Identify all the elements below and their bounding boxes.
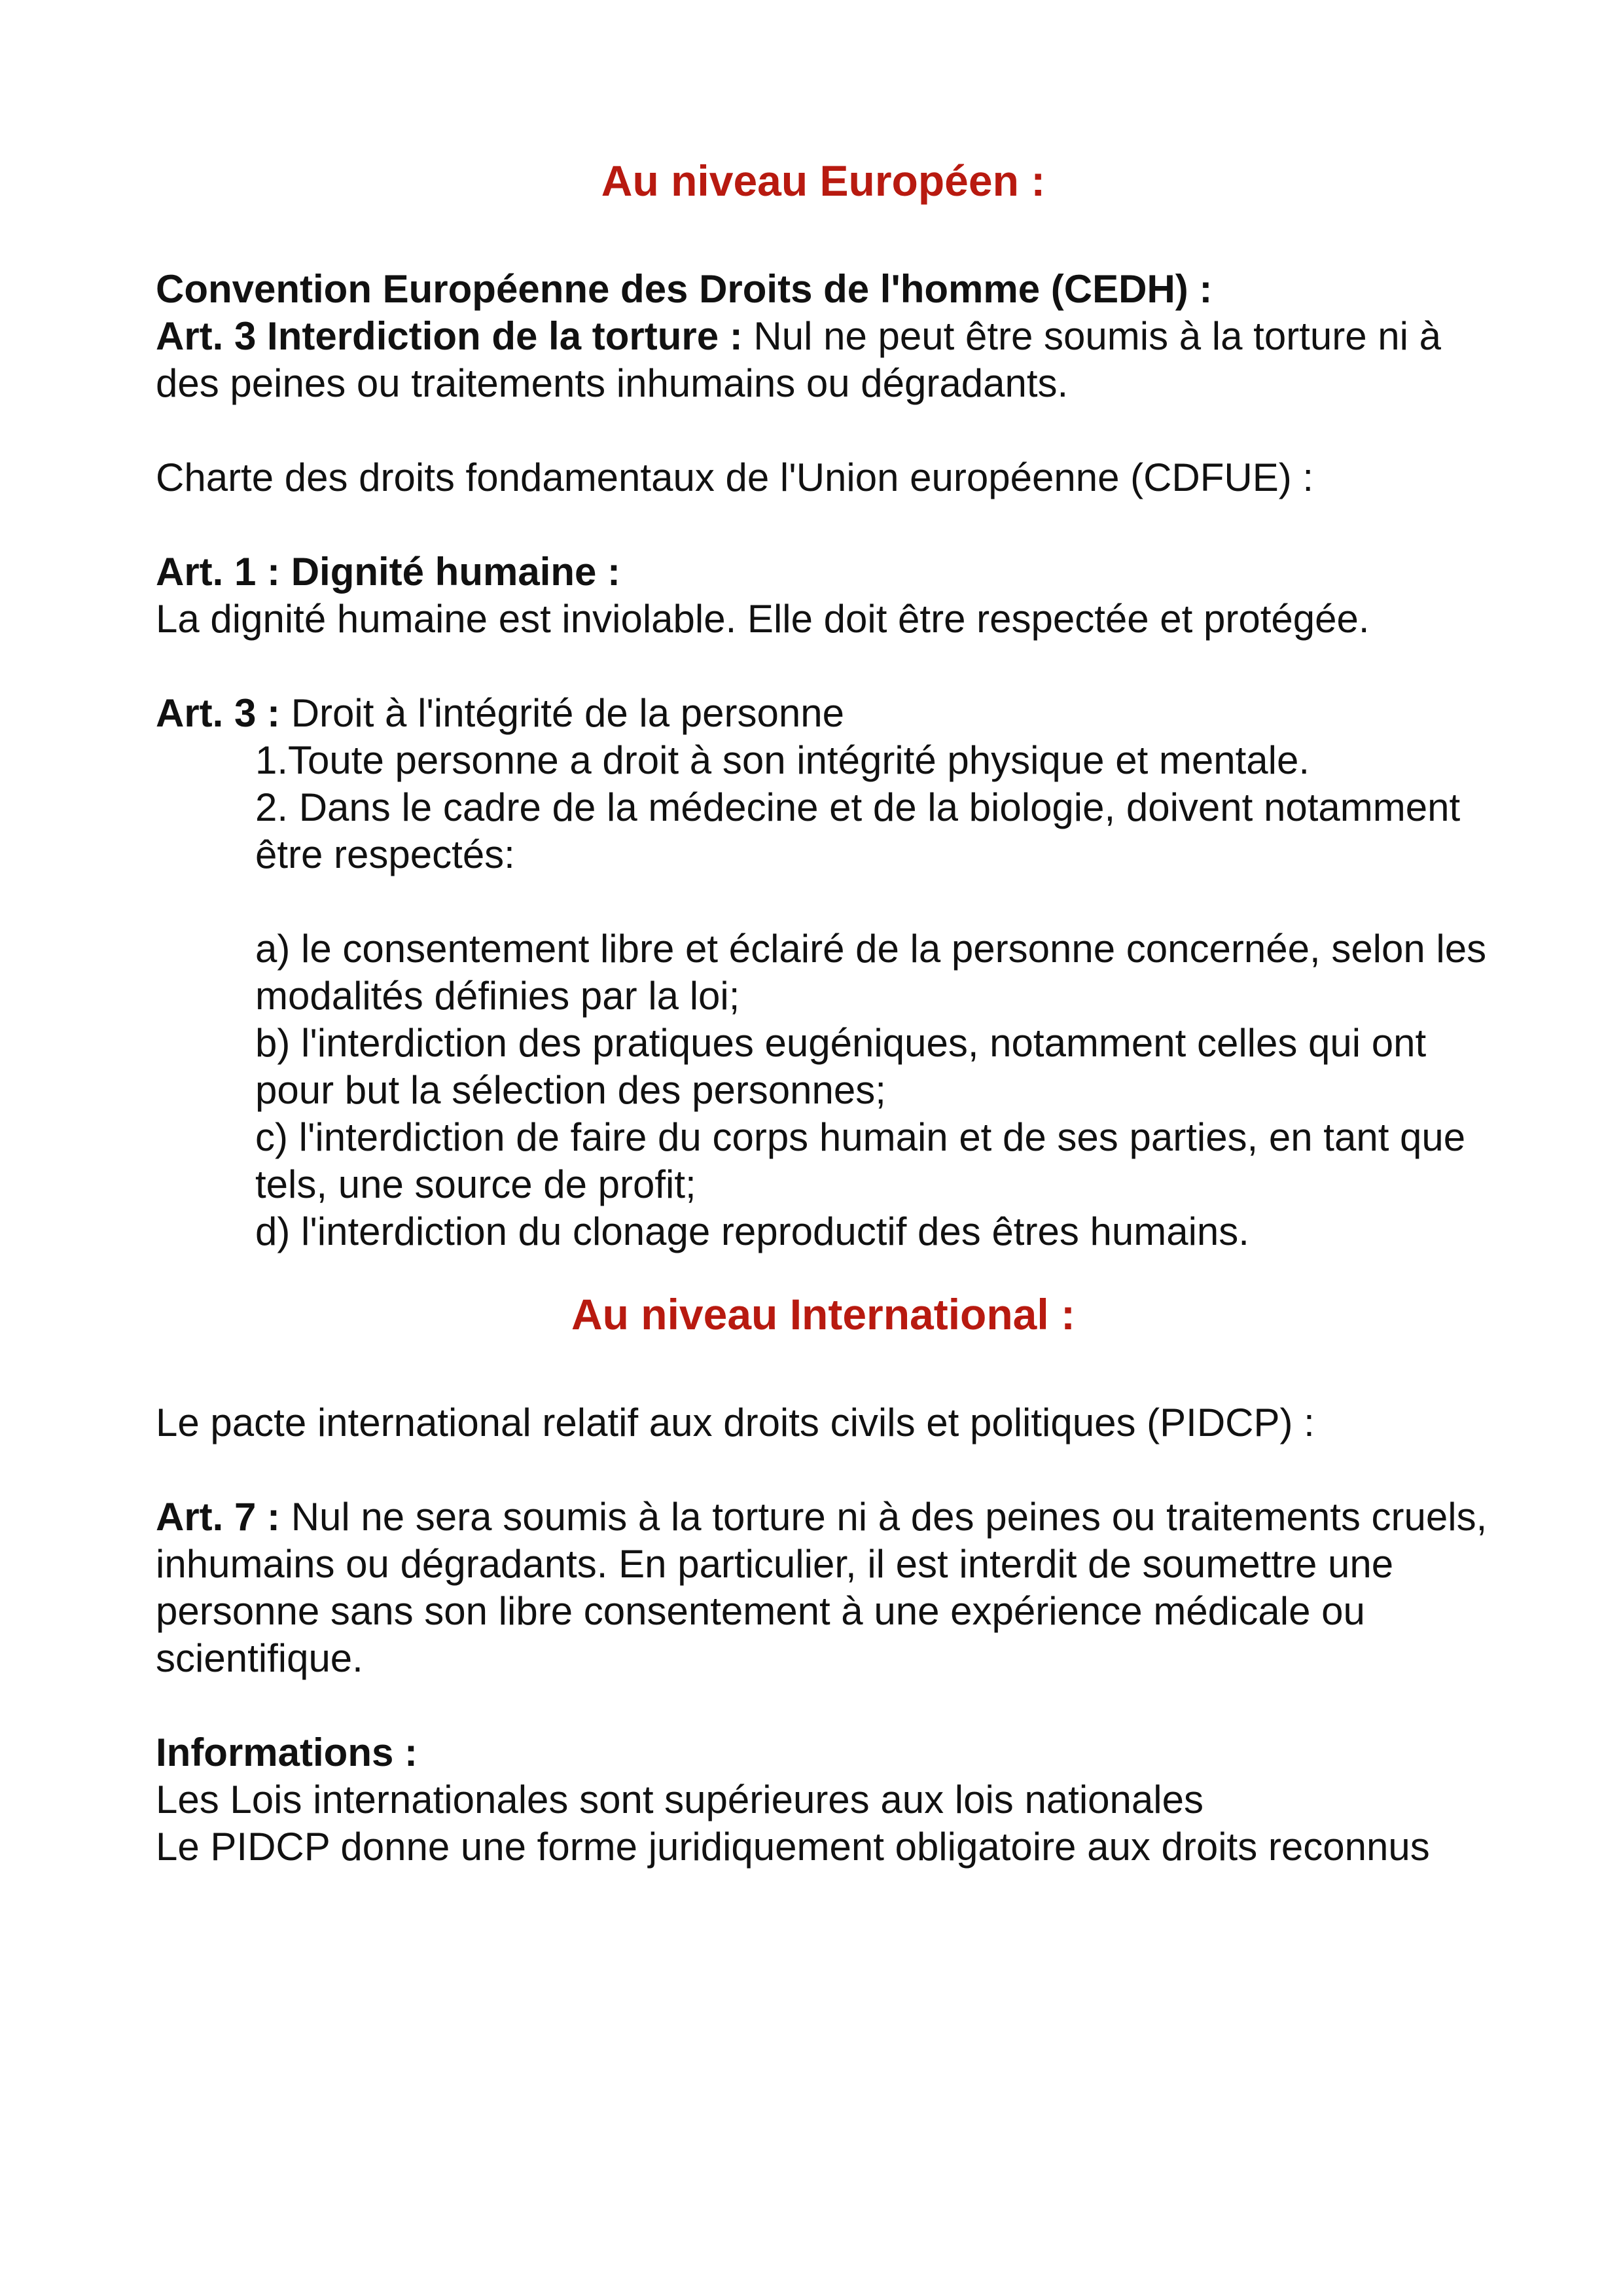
- informations-line: Le PIDCP donne une forme juridiquement obligatoire aux droits reconnus: [156, 1825, 1430, 1869]
- cdfue-art3-label: Art. 3 :: [156, 691, 281, 735]
- list-item: b) l'interdiction des pratiques eugéniques, notamment celles qui ont pour but la sélection des personnes;: [255, 1021, 1427, 1112]
- pidcp-art7: [156, 1494, 1491, 1682]
- informations-label: Informations :: [156, 1731, 418, 1774]
- informations-line: Les Lois internationales sont supérieures aux lois nationales: [156, 1778, 1204, 1821]
- pidcp-art7-text: Nul ne sera soumis à la torture ni à des peines ou traitements cruels, inhumains ou dégradants. En particulier, il est interdit de soumettre une personne sans son libre consentement à une expérience médicale ou scientifique.: [156, 1495, 1488, 1680]
- list-item: a) le consentement libre et éclairé de la personne concernée, selon les modalités définies par la loi;: [255, 927, 1487, 1018]
- list-item: 2. Dans le cadre de la médecine et de la biologie, doivent notamment être respectés:: [255, 785, 1461, 876]
- pidcp-art7-label: Art. 7 :: [156, 1495, 281, 1539]
- cdfue-art1-label: Art. 1 : Dignité humaine :: [156, 550, 621, 594]
- document-content: [156, 154, 1491, 1871]
- pidcp-title: Le pacte international relatif aux droits civils et politiques (PIDCP) :: [156, 1401, 1315, 1444]
- list-item: d) l'interdiction du clonage reproductif des êtres humains.: [255, 1210, 1249, 1253]
- cedh-title: Convention Européenne des Droits de l'homme (CEDH) :: [156, 267, 1213, 311]
- heading-europe: Au niveau Européen :: [601, 156, 1046, 205]
- cdfue-title: Charte des droits fondamentaux de l'Union européenne (CDFUE) :: [156, 456, 1314, 499]
- list-item: 1.Toute personne a droit à son intégrité physique et mentale.: [255, 738, 1310, 782]
- cedh-art3-text: Nul ne peut être soumis à la torture ni à des peines ou traitements inhumains ou dégradants.: [156, 314, 1441, 405]
- heading-international: Au niveau International :: [571, 1290, 1076, 1338]
- cedh-art3-label: Art. 3 Interdiction de la torture :: [156, 314, 743, 358]
- cdfue-art3: [156, 690, 1491, 737]
- list-item: c) l'interdiction de faire du corps humain et de ses parties, en tant que tels, une source de profit;: [255, 1115, 1466, 1206]
- cdfue-art3-list: [156, 737, 1491, 1255]
- cdfue-art1-text: La dignité humaine est inviolable. Elle doit être respectée et protégée.: [156, 597, 1370, 641]
- cdfue-art3-title: Droit à l'intégrité de la personne: [280, 691, 844, 735]
- cedh-art3: [156, 313, 1491, 407]
